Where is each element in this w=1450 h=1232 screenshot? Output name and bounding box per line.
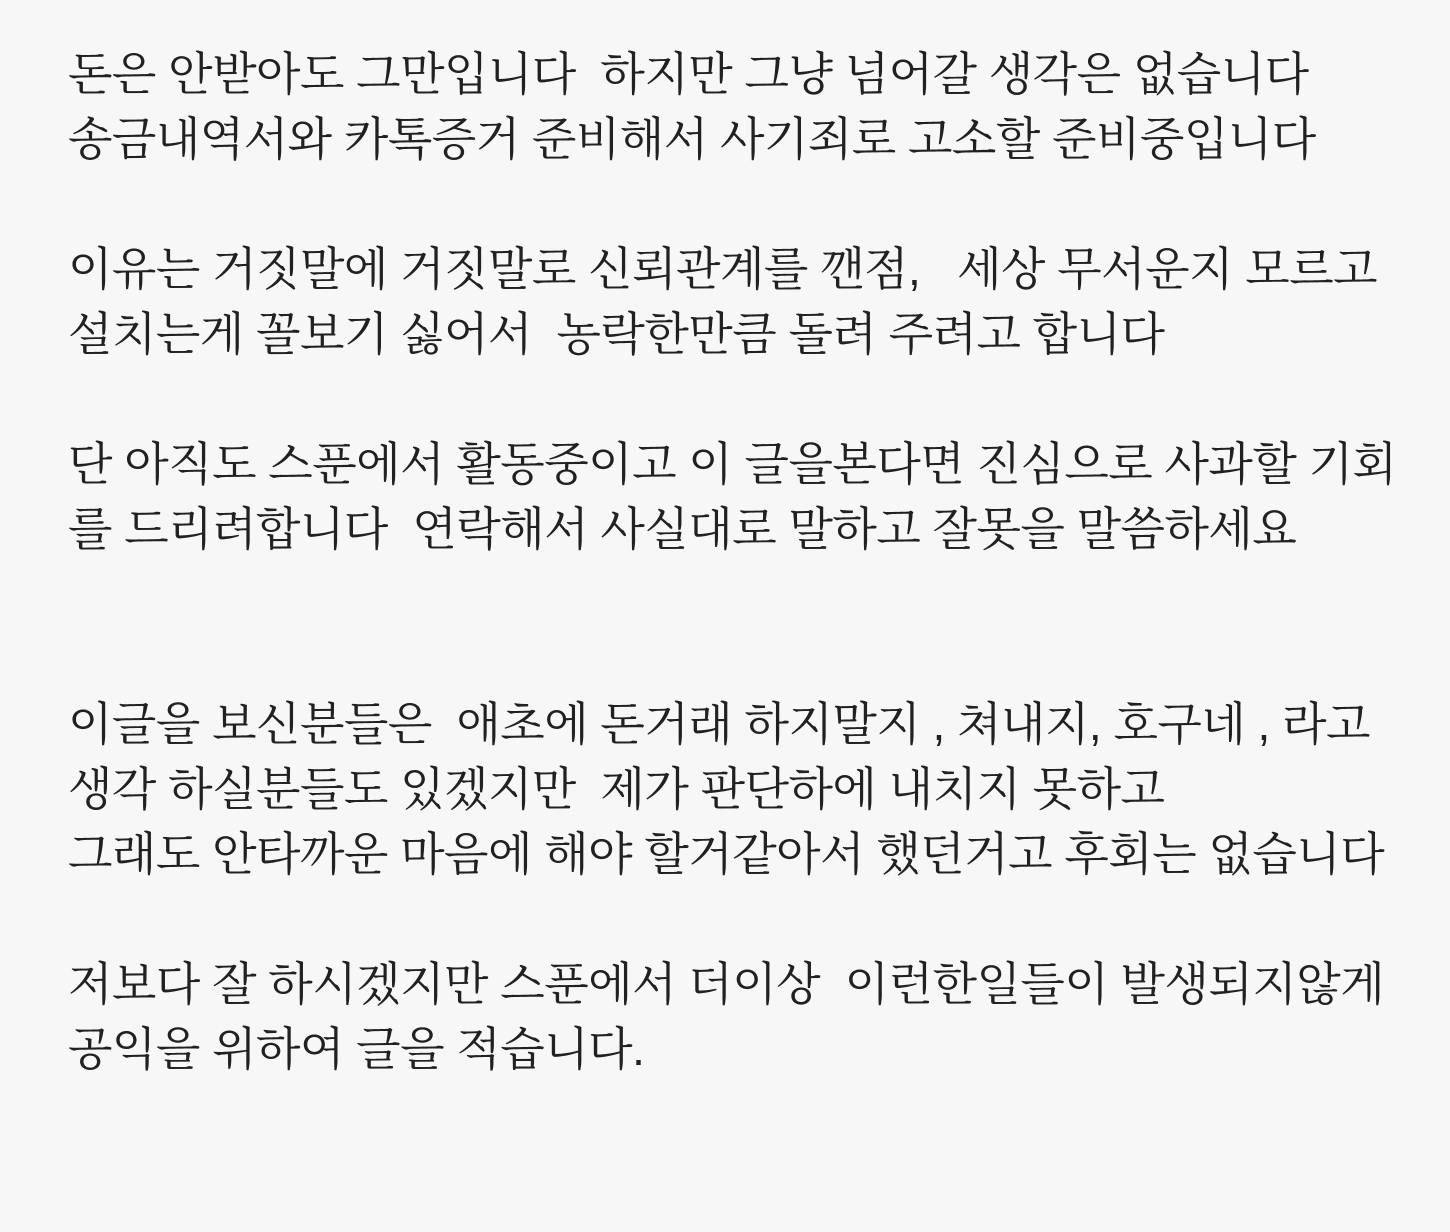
empty-line [68, 627, 1410, 692]
text-line: 저보다 잘 하시겠지만 스푼에서 더이상 이런한일들이 발생되지않게 [68, 958, 1385, 1010]
text-line: 그래도 안타까운 마음에 해야 할거같아서 했던거고 후회는 없습니다 [68, 828, 1385, 880]
empty-line [68, 562, 1410, 627]
empty-line [68, 172, 1410, 237]
empty-line [68, 887, 1410, 952]
text-line: 송금내역서와 카톡증거 준비해서 사기죄로 고소할 준비중입니다 [68, 113, 1316, 165]
text-line: 를 드리려합니다 연락해서 사실대로 말하고 잘못을 말씀하세요 [68, 503, 1297, 555]
text-line: 단 아직도 스푼에서 활동중이고 이 글을본다면 진심으로 사과할 기회 [68, 438, 1397, 490]
text-line: 이글을 보신분들은 애초에 돈거래 하지말지 , 쳐내지, 호구네 , 라고 [68, 698, 1370, 750]
text-line: 설치는게 꼴보기 싫어서 농락한만큼 돌려 주려고 합니다 [68, 308, 1165, 360]
text-line: 이유는 거짓말에 거짓말로 신뢰관계를 깬점, 세상 무서운지 모르고 [68, 243, 1378, 295]
text-line: 생각 하실분들도 있겠지만 제가 판단하에 내치지 못하고 [68, 763, 1165, 815]
text-line: 돈은 안받아도 그만입니다 하지만 그냥 넘어갈 생각은 없습니다 [68, 48, 1309, 100]
empty-line [68, 367, 1410, 432]
text-line: 공익을 위하여 글을 적습니다. [68, 1023, 645, 1075]
